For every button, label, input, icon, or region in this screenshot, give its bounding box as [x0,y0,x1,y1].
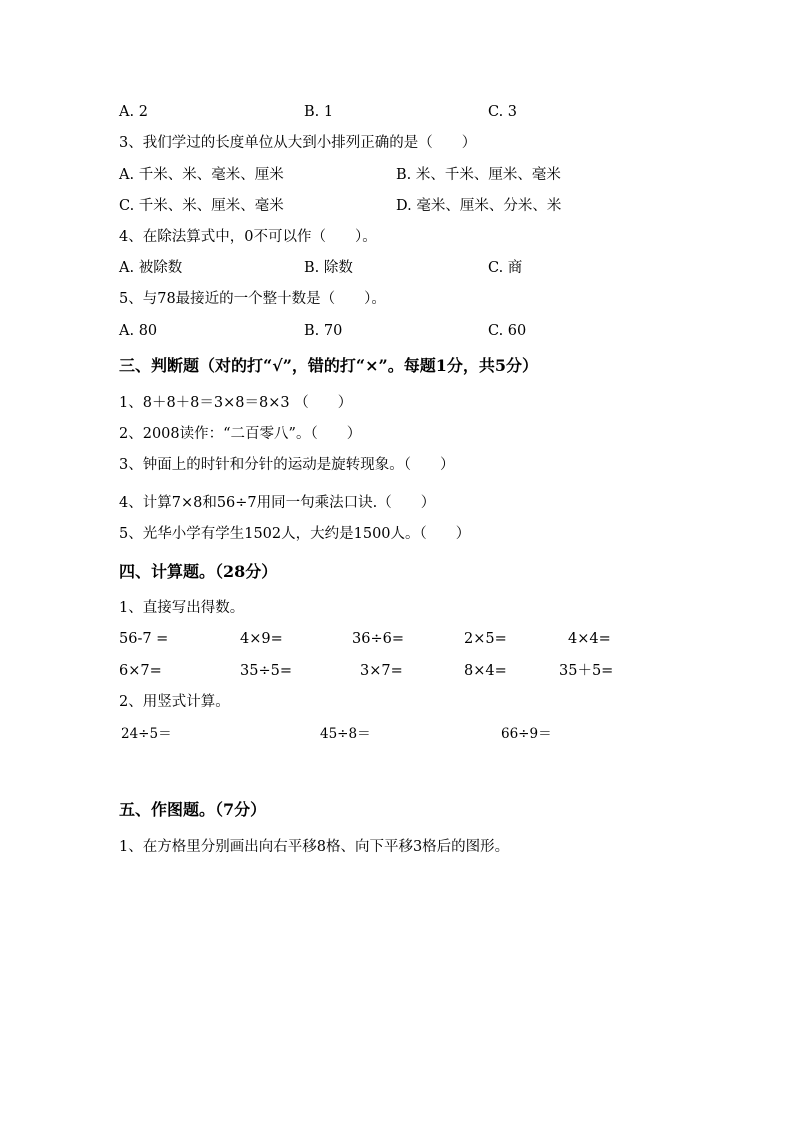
section4-sub1: 1、直接写出得数。 [119,600,245,616]
section5-sub1: 1、在方格里分别画出向右平移8格、向下平移3格后的图形。 [119,839,510,855]
vertical-calc-2: 45÷8＝ [320,726,371,742]
q3-option-a: A. 千米、米、毫米、厘米 [119,167,284,183]
section3-item-1: 1、8＋8＋8＝3×8＝8×3 （ ） [119,395,353,411]
section3-item-3: 3、钟面上的时针和分针的运动是旋转现象。（ ） [119,457,455,473]
q5-option-a: A. 80 [119,323,158,339]
calc-row1-cell-2: 4×9= [240,631,283,647]
q4-option-a: A. 被除数 [119,260,183,276]
q5-question: 5、与78最接近的一个整十数是（ ）。 [119,291,386,307]
q5-option-c: C. 60 [488,323,527,339]
q4-option-c: C. 商 [488,260,523,276]
section3-item-2: 2、2008读作：“二百零八”。（ ） [119,426,362,442]
calc-row1-cell-3: 36÷6= [352,631,404,647]
calc-row1-cell-5: 4×4= [568,631,611,647]
calc-row2-cell-4: 8×4= [464,663,507,679]
q2-option-c: C. 3 [488,104,518,120]
section3-item-5: 5、光华小学有学生1502人，大约是1500人。（ ） [119,526,471,542]
calc-row2-cell-5: 35＋5= [559,663,614,679]
vertical-calc-3: 66÷9＝ [501,726,552,742]
calc-row2-cell-2: 35÷5= [240,663,292,679]
section5-title: 五、作图题。（7分） [119,800,267,819]
section3-title: 三、判断题（对的打“√”，错的打“×”。每题1分，共5分） [119,356,539,375]
section4-title: 四、计算题。（28分） [119,562,278,581]
q3-option-d: D. 毫米、厘米、分米、米 [396,198,562,214]
q5-option-b: B. 70 [304,323,343,339]
vertical-calc-1: 24÷5＝ [121,726,172,742]
q2-option-a: A. 2 [119,104,148,120]
q2-option-b: B. 1 [304,104,334,120]
calc-row2-cell-1: 6×7= [119,663,162,679]
section3-item-4: 4、计算7×8和56÷7用同一句乘法口诀.（ ） [119,495,436,511]
q3-option-c: C. 千米、米、厘米、毫米 [119,198,284,214]
q3-question: 3、我们学过的长度单位从大到小排列正确的是（ ） [119,135,477,151]
calc-row2-cell-3: 3×7= [360,663,403,679]
q4-question: 4、在除法算式中，0不可以作（ ）。 [119,229,377,245]
calc-row1-cell-1: 56-7 = [119,631,169,647]
q3-option-b: B. 米、千米、厘米、毫米 [396,167,561,183]
section4-sub2: 2、用竖式计算。 [119,694,230,710]
calc-row1-cell-4: 2×5= [464,631,507,647]
q4-option-b: B. 除数 [304,260,353,276]
